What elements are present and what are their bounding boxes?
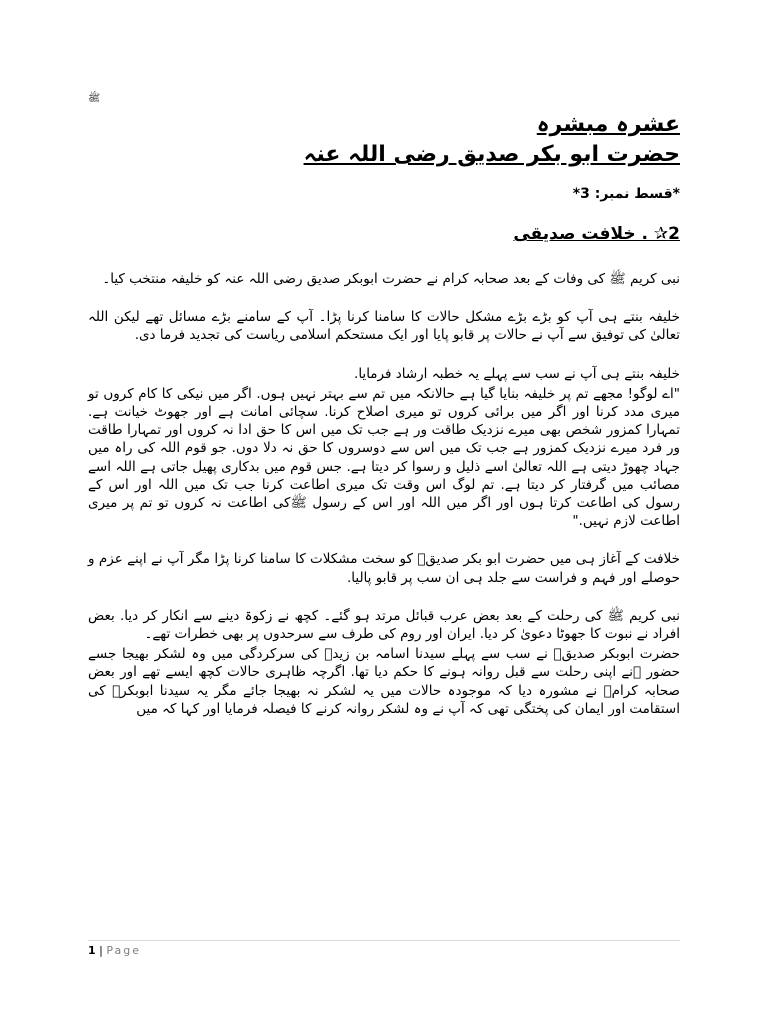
paragraph-5: خلافت کے آغاز ہی میں حضرت ابو بکر صدیقؓ کو سخت مشکلات کا سامنا کرنا پڑا مگر آپ نے اپنے عزم و حوصلے اور فہم و فراست سے جلد ہی ان سب پر قابو پالیا. [88, 551, 680, 586]
document-page [88, 92, 680, 718]
document-subtitle: حضرت ابو بکر صدیق رضی اللہ عنہ [303, 142, 680, 167]
bismillah-glyph [88, 92, 680, 110]
paragraph-2: خلیفہ بنتے ہی آپ کو بڑے بڑے مشکل حالات کا سامنا کرنا پڑا۔ آپ کے سامنے بڑے مسائل تھے لیکن اللہ تعالیٰ کی توفیق سے آپ نے حالات پر قابو پایا اور ایک مستحکم اسلامی ریاست کی تجدید فرما دی. [88, 309, 680, 344]
page-footer [88, 943, 388, 959]
footer-separator: | [95, 944, 107, 957]
page-number: 1 [88, 944, 96, 957]
page-label: Page [106, 944, 141, 957]
bismillah-text: ﷺ [88, 93, 101, 104]
episode-number: *قسط نمبر: 3* [572, 186, 680, 202]
paragraph-7: حضرت ابوبکر صدیقؓ نے سب سے پہلے سیدنا اسامہ بن زیدؓ کی سرکردگی میں وہ لشکر بھیجا جسے حضور ﷺنے اپنی رحلت سے قبل روانہ ہونے کا حکم دیا تھا. اگرچہ ظاہری حالات کچھ ایسے تھے اور بعض صحابہ کرامؓ نے مشورہ دیا کہ موجودہ حالات میں یہ لشکر نہ بھیجا جائے مگر یہ سیدنا ابوبکرؓ کی استقامت اور ایمان کی پختگی تھی کہ آپ نے وہ لشکر روانہ کرنے کا فیصلہ فرمایا اور کہا کہ میں [88, 646, 680, 717]
paragraph-3: خلیفہ بنتے ہی آپ نے سب سے پہلے یہ خطبہ ارشاد فرمایا. [354, 365, 680, 382]
footer-divider [88, 940, 680, 941]
paragraph-6: نبی کریم ﷺ کی رحلت کے بعد بعض عرب قبائل مرتد ہو گئے۔ کچھ نے زکوۃ دینے سے انکار کر دیا. بعض افراد نے نبوت کا جھوٹا دعویٰ کر دیا. ایران اور روم کی طرف سے سرحدوں پر بھی خطرات تھے۔ [88, 607, 680, 643]
section-heading: 2✰ . خلافت صدیقی [513, 224, 680, 244]
paragraph-1: نبی کریم ﷺ کی وفات کے بعد صحابہ کرام نے حضرت ابوبکر صدیق رضی اللہ عنہ کو خلیفہ منتخب کیا۔ [102, 271, 680, 287]
document-title: عشرہ مبشرہ [536, 112, 680, 137]
paragraph-4-sermon: "اے لوگو! مجھے تم پر خلیفہ بنایا گیا ہے حالانکہ میں تم سے بہتر نہیں ہوں. اگر میں نیکی کا کام کروں تو میری مدد کرنا اور اگر میں برائی کروں تو میری اصلاح کرنا. سچائی امانت ہے اور جھوٹ خیانت ہے. تمہارا کمزور شخص بھی میرے نزدیک طاقت ور ہے جب تک میں اس کا حق ادا نہ کروں اور تمہارا طاقت ور فرد میرے نزدیک کمزور ہے جب تک میں اس سے دوسروں کا حق نہ دلا دوں. جو قوم اللہ کی راہ میں جہاد چھوڑ دیتی ہے اللہ تعالیٰ اسے ذلیل و رسوا کر دیتا ہے. جس قوم میں بدکاری پھیل جاتی ہے اللہ اسے مصائب میں گرفتار کر دیتا ہے. تم لوگ اس وقت تک میری اطاعت کرنا جب تک میں اللہ اور اس کے رسول کی اطاعت کرتا ہوں اور اگر میں اللہ اور اس کے رسول ﷺکی اطاعت نہ کروں تو تم پر میری اطاعت لازم نہیں." [88, 385, 680, 530]
